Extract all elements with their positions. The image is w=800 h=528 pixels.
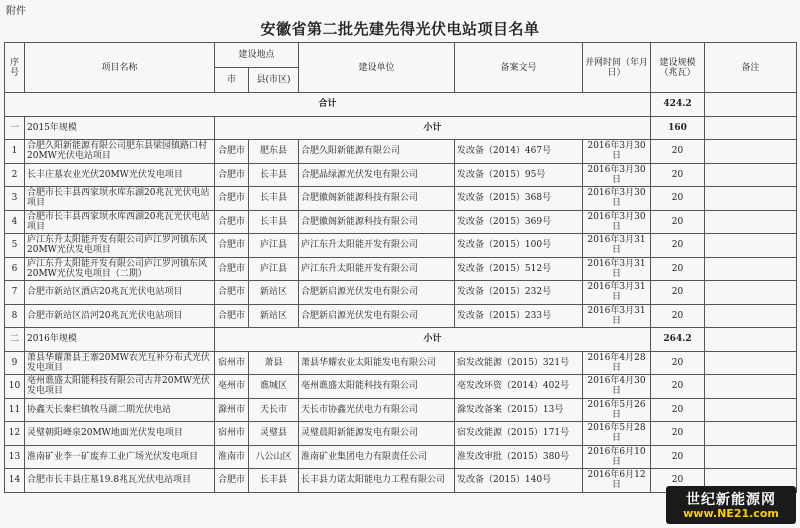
total-remark <box>705 93 797 117</box>
table-row <box>5 140 797 164</box>
row-county: 庐江县 <box>249 234 299 258</box>
row-unit: 庐江东升太阳能开发有限公司 <box>299 257 455 281</box>
section-row <box>5 328 797 352</box>
section-num: 一 <box>5 116 25 140</box>
row-city: 合肥市 <box>215 140 249 164</box>
row-remark <box>705 375 797 399</box>
project-table <box>4 42 797 493</box>
row-remark <box>705 351 797 375</box>
row-unit: 亳州谯盛太阳能科技有限公司 <box>299 375 455 399</box>
row-city: 合肥市 <box>215 281 249 305</box>
document-title: 安徽省第二批先建先得光伏电站项目名单 <box>260 20 540 38</box>
row-filing: 发改备（2015）95号 <box>455 163 583 187</box>
total-value: 424.2 <box>651 93 705 117</box>
section-subtotal: 264.2 <box>651 328 705 352</box>
row-seq: 7 <box>5 281 25 305</box>
row-city: 合肥市 <box>215 163 249 187</box>
header-location: 建设地点 <box>215 43 299 68</box>
header-seq: 序号 <box>5 43 25 93</box>
row-scale: 20 <box>651 140 705 164</box>
row-county: 天长市 <box>249 398 299 422</box>
row-filing: 发改备（2014）467号 <box>455 140 583 164</box>
row-name: 庐江东升太阳能开发有限公司庐江罗河镇东风20MW光伏发电项目 <box>25 234 215 258</box>
header-name: 项目名称 <box>25 43 215 93</box>
row-city: 合肥市 <box>215 257 249 281</box>
section-subtotal: 160 <box>651 116 705 140</box>
table-row <box>5 210 797 234</box>
row-filing: 发改备（2015）369号 <box>455 210 583 234</box>
row-seq: 1 <box>5 140 25 164</box>
row-county: 肥东县 <box>249 140 299 164</box>
row-name: 亳州谯盛太阳能科技有限公司古井20MW光伏发电项目 <box>25 375 215 399</box>
row-seq: 6 <box>5 257 25 281</box>
row-unit: 合肥新启源光伏发电有限公司 <box>299 304 455 328</box>
row-scale: 20 <box>651 187 705 211</box>
row-date: 2016年3月30日 <box>583 140 651 164</box>
row-seq: 8 <box>5 304 25 328</box>
row-name: 合肥市长丰县西家坝水库西湖20兆瓦光伏电站项目 <box>25 210 215 234</box>
row-county: 庐江县 <box>249 257 299 281</box>
row-scale: 20 <box>651 234 705 258</box>
table-row <box>5 422 797 446</box>
row-unit: 长丰县力诺太阳能电力工程有限公司 <box>299 469 455 493</box>
site-watermark <box>666 486 796 524</box>
table-row <box>5 234 797 258</box>
row-date: 2016年4月30日 <box>583 375 651 399</box>
table-row <box>5 304 797 328</box>
row-seq: 12 <box>5 422 25 446</box>
row-remark <box>705 140 797 164</box>
row-county: 八公山区 <box>249 445 299 469</box>
header-date: 并网时间（年月日） <box>583 43 651 93</box>
row-filing: 发改备（2015）232号 <box>455 281 583 305</box>
row-county: 长丰县 <box>249 163 299 187</box>
row-remark <box>705 163 797 187</box>
row-name: 萧县华耀萧县王寨20MW农光互补分布式光伏发电项目 <box>25 351 215 375</box>
row-scale: 20 <box>651 445 705 469</box>
row-date: 2016年3月30日 <box>583 210 651 234</box>
row-scale: 20 <box>651 257 705 281</box>
row-unit: 庐江东升太阳能开发有限公司 <box>299 234 455 258</box>
attachment-label: 附件 <box>6 6 26 17</box>
row-date: 2016年5月28日 <box>583 422 651 446</box>
row-city: 合肥市 <box>215 304 249 328</box>
table-row <box>5 445 797 469</box>
row-unit: 合肥晶绿源光伏发电有限公司 <box>299 163 455 187</box>
row-scale: 20 <box>651 163 705 187</box>
row-remark <box>705 234 797 258</box>
row-filing: 发改备（2015）368号 <box>455 187 583 211</box>
row-filing: 宿发改能源（2015）171号 <box>455 422 583 446</box>
row-name: 合肥市新站区沿河20兆瓦光伏电站项目 <box>25 304 215 328</box>
total-label: 合计 <box>5 93 651 117</box>
row-unit: 合肥徽阁新能源科技有限公司 <box>299 187 455 211</box>
row-scale: 20 <box>651 351 705 375</box>
row-seq: 10 <box>5 375 25 399</box>
row-seq: 4 <box>5 210 25 234</box>
row-seq: 9 <box>5 351 25 375</box>
table-row <box>5 187 797 211</box>
row-remark <box>705 398 797 422</box>
row-seq: 11 <box>5 398 25 422</box>
row-name: 合肥市长丰县庄墓19.8兆瓦光伏电站项目 <box>25 469 215 493</box>
row-date: 2016年6月12日 <box>583 469 651 493</box>
section-subtotal-label: 小计 <box>215 328 651 352</box>
section-remark <box>705 116 797 140</box>
row-unit: 合肥徽阁新能源科技有限公司 <box>299 210 455 234</box>
row-city: 合肥市 <box>215 469 249 493</box>
row-city: 合肥市 <box>215 187 249 211</box>
row-name: 合肥市新站区酒店20兆瓦光伏电站项目 <box>25 281 215 305</box>
row-remark <box>705 445 797 469</box>
row-city: 合肥市 <box>215 210 249 234</box>
table-row <box>5 257 797 281</box>
row-date: 2016年3月30日 <box>583 163 651 187</box>
table-row <box>5 351 797 375</box>
row-county: 萧县 <box>249 351 299 375</box>
row-scale: 20 <box>651 375 705 399</box>
section-num: 二 <box>5 328 25 352</box>
table-row <box>5 398 797 422</box>
row-remark <box>705 281 797 305</box>
row-county: 新站区 <box>249 281 299 305</box>
total-row <box>5 93 797 117</box>
row-county: 灵璧县 <box>249 422 299 446</box>
row-scale: 20 <box>651 398 705 422</box>
row-name: 灵璧朝阳峰泉20MW地面光伏发电项目 <box>25 422 215 446</box>
table-row <box>5 375 797 399</box>
row-date: 2016年6月10日 <box>583 445 651 469</box>
row-name: 合肥市长丰县西家坝水库东湖20兆瓦光伏电站项目 <box>25 187 215 211</box>
header-remark: 备注 <box>705 43 797 93</box>
row-date: 2016年3月31日 <box>583 281 651 305</box>
watermark-title: 世纪新能源网 <box>686 492 776 508</box>
row-unit: 灵璧晨阳新能源发电有限公司 <box>299 422 455 446</box>
row-county: 长丰县 <box>249 210 299 234</box>
row-seq: 2 <box>5 163 25 187</box>
row-unit: 合肥新启源光伏发电有限公司 <box>299 281 455 305</box>
row-city: 合肥市 <box>215 234 249 258</box>
row-county: 新站区 <box>249 304 299 328</box>
row-remark <box>705 257 797 281</box>
watermark-url: www.NE21.com <box>683 507 779 520</box>
row-county: 长丰县 <box>249 469 299 493</box>
row-city: 亳州市 <box>215 375 249 399</box>
row-scale: 20 <box>651 469 705 493</box>
row-date: 2016年4月28日 <box>583 351 651 375</box>
row-filing: 发改备（2015）140号 <box>455 469 583 493</box>
row-filing: 发改备（2015）233号 <box>455 304 583 328</box>
table-row <box>5 281 797 305</box>
row-remark <box>705 210 797 234</box>
row-filing: 亳发改环资（2014）402号 <box>455 375 583 399</box>
row-filing: 宿发改能源（2015）321号 <box>455 351 583 375</box>
row-seq: 13 <box>5 445 25 469</box>
row-city: 淮南市 <box>215 445 249 469</box>
row-remark <box>705 187 797 211</box>
row-filing: 发改备（2015）100号 <box>455 234 583 258</box>
section-label: 2016年规模 <box>25 328 215 352</box>
row-scale: 20 <box>651 210 705 234</box>
row-unit: 淮南矿业集团电力有限责任公司 <box>299 445 455 469</box>
header-scale: 建设规模（兆瓦） <box>651 43 705 93</box>
row-filing: 滁发改备案（2015）13号 <box>455 398 583 422</box>
row-unit: 萧县华耀农业太阳能发电有限公司 <box>299 351 455 375</box>
row-unit: 合肥久阳新能源有限公司 <box>299 140 455 164</box>
row-county: 谯城区 <box>249 375 299 399</box>
header-unit: 建设单位 <box>299 43 455 93</box>
row-date: 2016年3月31日 <box>583 304 651 328</box>
row-date: 2016年3月31日 <box>583 257 651 281</box>
row-seq: 5 <box>5 234 25 258</box>
header-filing: 备案文号 <box>455 43 583 93</box>
row-remark <box>705 422 797 446</box>
header-row <box>5 43 797 68</box>
row-county: 长丰县 <box>249 187 299 211</box>
row-unit: 天长市协鑫光伏电力有限公司 <box>299 398 455 422</box>
row-scale: 20 <box>651 281 705 305</box>
section-remark <box>705 328 797 352</box>
table-row <box>5 163 797 187</box>
row-city: 宿州市 <box>215 351 249 375</box>
row-date: 2016年3月31日 <box>583 234 651 258</box>
row-filing: 发改备（2015）512号 <box>455 257 583 281</box>
row-name: 淮南矿业李一矿废弃工业广场光伏发电项目 <box>25 445 215 469</box>
row-name: 协鑫天长秦栏镇牧马湖二期光伏电站 <box>25 398 215 422</box>
row-scale: 20 <box>651 422 705 446</box>
row-city: 滁州市 <box>215 398 249 422</box>
row-remark <box>705 304 797 328</box>
row-scale: 20 <box>651 304 705 328</box>
row-name: 庐江东升太阳能开发有限公司庐江罗河镇东风20MW光伏发电项目（二期） <box>25 257 215 281</box>
header-city: 市 <box>215 68 249 93</box>
row-seq: 3 <box>5 187 25 211</box>
header-county: 县(市区) <box>249 68 299 93</box>
section-row <box>5 116 797 140</box>
row-city: 宿州市 <box>215 422 249 446</box>
row-date: 2016年3月30日 <box>583 187 651 211</box>
row-filing: 淮发改审批（2015）380号 <box>455 445 583 469</box>
row-name: 长丰庄墓农业光伏20MW光伏发电项目 <box>25 163 215 187</box>
section-label: 2015年规模 <box>25 116 215 140</box>
row-seq: 14 <box>5 469 25 493</box>
row-date: 2016年5月26日 <box>583 398 651 422</box>
row-name: 合肥久阳新能源有限公司肥东县梁园镇路口村20MW光伏电站项目 <box>25 140 215 164</box>
section-subtotal-label: 小计 <box>215 116 651 140</box>
